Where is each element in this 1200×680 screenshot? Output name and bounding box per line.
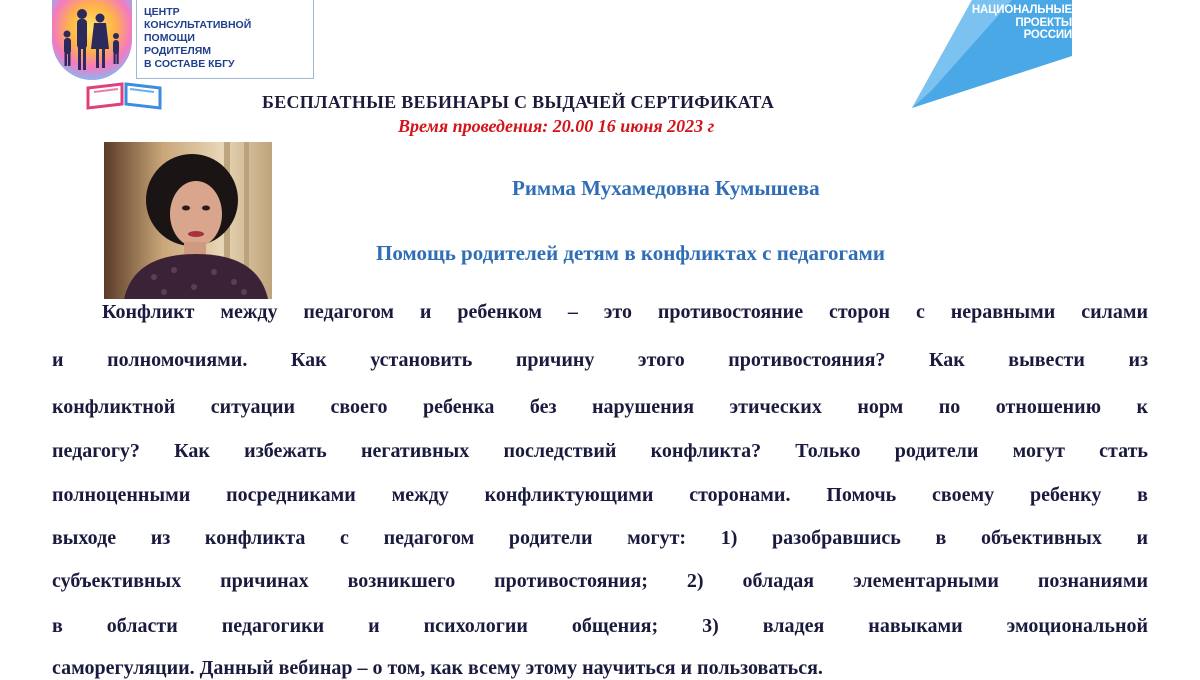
book-icon — [84, 82, 164, 110]
logo-caption-line: ПОМОЩИ — [144, 32, 195, 44]
description-line: выходе из конфликта с педагогом родители могут: 1) разобравшись в объективных и — [52, 527, 1148, 549]
np-caption-line: РОССИИ — [1023, 29, 1072, 41]
logo-caption-line: В СОСТАВЕ КБГУ — [144, 58, 235, 70]
np-caption-line: НАЦИОНАЛЬНЫЕ — [971, 4, 1072, 16]
description-line: в области педагогики и психологии общения; 3) владея навыками эмоциональной — [52, 615, 1148, 637]
speaker-name: Римма Мухамедовна Кумышева — [512, 176, 820, 200]
event-time: Время проведения: 20.00 16 июня 2023 г — [398, 116, 715, 136]
speaker-photo — [104, 142, 272, 299]
description-line: педагогу? Как избежать негативных последствий конфликта? Только родители могут стать — [52, 440, 1148, 462]
description-line: и полномочиями. Как установить причину этого противостояния? Как вывести из — [52, 349, 1148, 371]
family-emblem-icon — [52, 0, 132, 80]
logo-caption-line: РОДИТЕЛЯМ — [144, 45, 211, 57]
description-line: Конфликт между педагогом и ребенком – это противостояние сторон с неравными силами — [102, 301, 1148, 323]
page-title: БЕСПЛАТНЫЕ ВЕБИНАРЫ С ВЫДАЧЕЙ СЕРТИФИКАТА — [262, 92, 775, 112]
description-line: субъективных причинах возникшего противостояния; 2) обладая элементарными познаниями — [52, 570, 1148, 592]
logo-caption — [144, 6, 314, 71]
consulting-center-logo — [52, 0, 264, 112]
logo-caption-line: КОНСУЛЬТАТИВНОЙ — [144, 19, 252, 31]
national-projects-logo — [912, 0, 1072, 110]
np-caption-line: ПРОЕКТЫ — [1015, 16, 1072, 29]
webinar-topic: Помощь родителей детям в конфликтах с педагогами — [376, 241, 885, 265]
logo-caption-line: ЦЕНТР — [144, 6, 180, 18]
description-line: саморегуляции. Данный вебинар – о том, как всему этому научиться и пользоваться. — [52, 657, 823, 679]
national-projects-caption — [960, 4, 1072, 42]
description-line: конфликтной ситуации своего ребенка без нарушения этических норм по отношению к — [52, 396, 1148, 418]
description-line: полноценными посредниками между конфликтующими сторонами. Помочь своему ребенку в — [52, 484, 1148, 506]
